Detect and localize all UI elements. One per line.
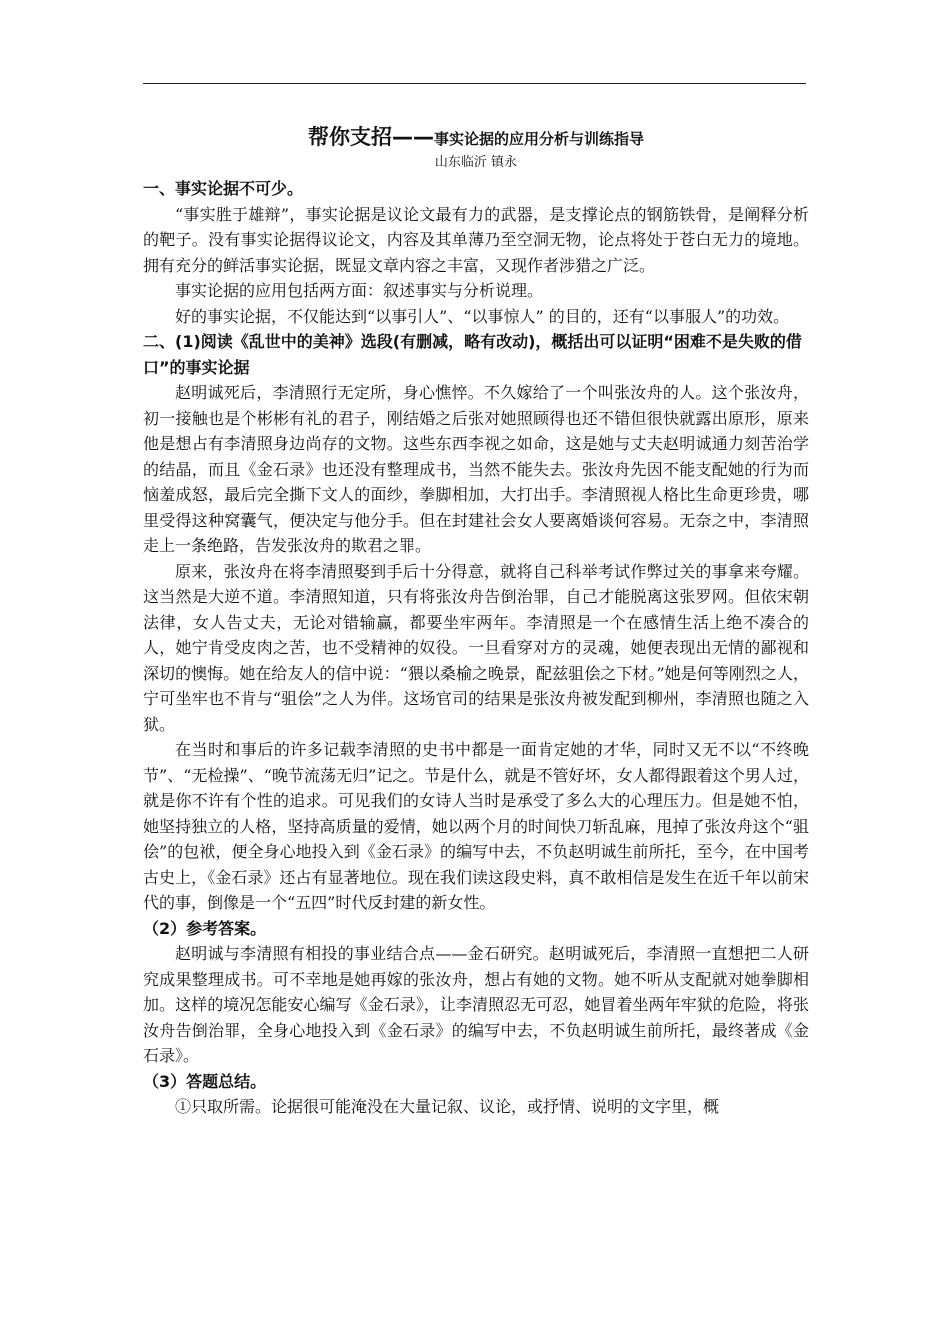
title-sub: 事实论据的应用分析与训练指导 xyxy=(433,130,644,148)
paragraph: 事实论据的应用包括两方面：叙述事实与分析说理。 xyxy=(175,281,544,300)
section-heading: 二、(1)阅读《乱世中的美神》选段(有删减，略有改动)，概括出可以证明“困难不是失败的借口”的事实论据 xyxy=(143,332,802,377)
author-line: 山东临沂 镇永 xyxy=(434,155,518,170)
document-title xyxy=(143,122,809,154)
section-heading: （2）参考答案。 xyxy=(143,918,267,938)
paragraph: 赵明诚死后，李清照行无定所，身心憔悴。不久嫁给了一个叫张汝舟的人。这个张汝舟，初一接触也是个彬彬有礼的君子，刚结婚之后张对她照顾得也还不错但很快就露出原形，原来他是想占有李清照身边尚存的文物。这些东西李视之如命，这是她与丈夫赵明诚通力刻苦治学的结晶，而且《金石录》也还没有整理成书，当然不能失去。张汝舟先因不能支配她的行为而恼羞成怒，最后完全撕下文人的面纱，拳脚相加，大打出手。李清照视人格比生命更珍贵，哪里受得这种窝囊气，便决定与他分手。但在封建社会女人要离婚谈何容易。无奈之中，李清照走上一条绝路，告发张汝舟的欺君之罪。 xyxy=(143,383,809,555)
paragraph: 赵明诚与李清照有相投的事业结合点——金石研究。赵明诚死后，李清照一直想把二人研究成果整理成书。可不幸地是她再嫁的张汝舟，想占有她的文物。她不听从支配就对她拳脚相加。这样的境况怎能安心编写《金石录》，让李清照忍无可忍，她冒着坐两年牢狱的危险，将张汝舟告倒治罪，全身心地投入到《金石录》的编写中去，不负赵明诚生前所托，最终著成《金石录》。 xyxy=(143,944,809,1065)
paragraph: 在当时和事后的许多记载李清照的史书中都是一面肯定她的才华，同时又无不以“不终晚节”、“无检操”、“晚节流荡无归”记之。节是什么，就是不管好坏，女人都得跟着这个男人过，就是你不许有个性的追求。可见我们的女诗人当时是承受了多么大的心理压力。但是她不怕，她坚持独立的人格，坚持高质量的爱情，她以两个月的时间快刀斩乱麻，甩掉了张汝舟这个“驵侩”的包袱，便全身心地投入到《金石录》的编写中去，不负赵明诚生前所托，至今，在中国考古史上，《金石录》还占有显著地位。现在我们读这段史料，真不敢相信是发生在近千年以前宋代的事，倒像是一个“五四”时代反封建的新女性。 xyxy=(143,740,809,912)
paragraph: ①只取所需。论据很可能淹没在大量记叙、议论，或抒情、说明的文字里，概 xyxy=(175,1097,720,1116)
section-heading: 一、事实论据不可少。 xyxy=(143,179,304,198)
document-body xyxy=(143,122,809,1120)
paragraph: 好的事实论据，不仅能达到“以事引人”、“以事惊人” 的目的，还有“以事服人”的功效。 xyxy=(175,306,790,326)
paragraph: “事实胜于雄辩”，事实论据是议论文最有力的武器，是支撑论点的钢筋铁骨，是阐释分析的靶子。没有事实论据得议论文，内容及其单薄乃至空洞无物，论点将处于苍白无力的境地。拥有充分的鲜活事实论据，既显文章内容之丰富，又现作者涉猎之广泛。 xyxy=(143,204,809,275)
paragraph: 原来，张汝舟在将李清照娶到手后十分得意，就将自己科举考试作弊过关的事拿来夸耀。这当然是大逆不道。李清照知道，只有将张汝舟告倒治罪，自己才能脱离这张罗网。但依宋朝法律，女人告丈夫，无论对错输赢，都要坐牢两年。李清照是一个在感情生活上绝不凑合的人，她宁肯受皮肉之苦，也不受精神的奴役。一旦看穿对方的灵魂，她便表现出无情的鄙视和深切的懊悔。她在给友人的信中说：“猥以桑榆之晚景，配兹驵侩之下材。”她是何等刚烈之人，宁可坐牢也不肯与“驵侩”之人为伴。这场官司的结果是张汝舟被发配到柳州，李清照也随之入狱。 xyxy=(143,561,809,734)
title-main: 帮你支招—— xyxy=(307,125,434,149)
section-heading: （3）答题总结。 xyxy=(143,1071,267,1091)
header-rule xyxy=(143,83,806,84)
